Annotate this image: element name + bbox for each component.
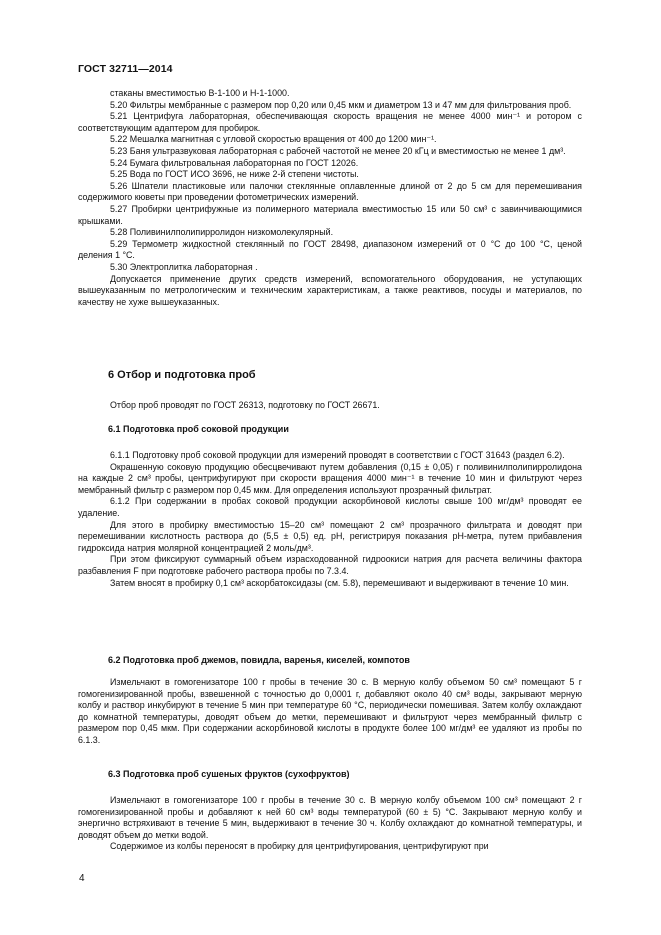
subsection-6-1-body: [78, 450, 582, 589]
standard-header: ГОСТ 32711—2014: [78, 63, 173, 75]
subsection-6-1-title: 6.1 Подготовка проб соковой продукции: [108, 424, 289, 434]
list-item: 5.24 Бумага фильтровальная лабораторная по ГОСТ 12026.: [110, 157, 359, 168]
section-6-title: 6 Отбор и подготовка проб: [108, 369, 256, 381]
section-6-intro: [78, 400, 582, 412]
list-item: 5.29 Термометр жидкостной стеклянный по ГОСТ 28498, диапазоном измерений от 0 °С до 100 °С, ценой деления 1 °С.: [78, 238, 582, 261]
list-item: 5.25 Вода по ГОСТ ИСО 3696, не ниже 2-й степени чистоты.: [110, 169, 359, 180]
equipment-list: [78, 88, 582, 308]
list-item: 5.26 Шпатели пластиковые или палочки стеклянные оплавленные длиной от 2 до 5 см для перемешивания содержимого кюветы при проведении фотометрических измерений.: [78, 180, 582, 203]
paragraph: Содержимое из колбы переносят в пробирку для центрифугирования, центрифугируют при: [110, 841, 489, 852]
paragraph: Измельчают в гомогенизаторе 100 г пробы в течение 30 с. В мерную колбу объемом 100 см³ помещают 2 г гомогенизированной пробы и добавляют к ней 60 см³ воды температурой (60 ± 5) °С. Закрывают мерную колбу и энергично встряхивают в течение 5 мин, выдерживают в течение 30 ч. Колбу охлаждают до комнатной температуры, и доводят объем до метки водой.: [78, 795, 582, 840]
paragraph: Для этого в пробирку вместимостью 15–20 см³ помещают 2 см³ прозрачного фильтрата и доводят при перемешивании кислотность раствора до (5,5 ± 0,5) ед. pH, регистрируя показания pH-метра, путем прибавления гидроксида натрия молярной концентрацией 2 моль/дм³.: [78, 519, 582, 553]
paragraph: 6.1.1 Подготовку проб соковой продукции для измерений проводят в соответствии с ГОСТ 31643 (раздел 6.2).: [110, 450, 565, 460]
subsection-6-3-body: [78, 795, 582, 853]
list-item: 5.30 Электроплитка лабораторная .: [110, 261, 258, 272]
list-item: 5.27 Пробирки центрифужные из полимерного материала вместимостью 15 или 50 см³ с завинчивающимися крышками.: [78, 203, 582, 226]
list-item: 5.28 Поливинилполипирролидон низкомолекулярный.: [110, 227, 334, 238]
paragraph: Отбор проб проводят по ГОСТ 26313, подготовку по ГОСТ 26671.: [110, 400, 380, 410]
list-item: 5.23 Баня ультразвуковая лабораторная с рабочей частотой не менее 20 кГц и вместимостью не менее 1 дм³.: [110, 145, 566, 156]
subsection-6-3-title: 6.3 Подготовка проб сушеных фруктов (сухофруктов): [108, 769, 350, 779]
paragraph: 6.1.2 При содержании в пробах соковой продукции аскорбиновой кислоты свыше 100 мг/дм³ проводят ее удаление.: [78, 496, 582, 518]
page-number: 4: [79, 873, 85, 884]
paragraph: Затем вносят в пробирку 0,1 см³ аскорбатоксидазы (см. 5.8), перемешивают и выдерживают в течение 10 мин.: [110, 577, 569, 588]
list-item: 5.20 Фильтры мембранные с размером пор 0,20 или 0,45 мкм и диаметром 13 и 47 мм для фильтрования проб.: [110, 99, 572, 110]
paragraph: Измельчают в гомогенизаторе 100 г пробы в течение 30 с. В мерную колбу объемом 50 см³ помещают 5 г гомогенизированной пробы, взвешенной с точностью до 0,0001 г, добавляют около 40 см³ воды, закрывают мерную колбу и раствор инкубируют в течение 5 мин при температуре 60 °С, периодически помешивая. Затем колбу охлаждают до комнатной температуры, доводят объем до метки, перемешивают и фильтруют через мембранный фильтр с размером пор 0,45 мкм. При содержании аскорбиновой кислоты в продукте более 100 мг/дм³ ее удаляют из пробы по 6.1.3.: [78, 677, 582, 745]
list-item: Допускается применение других средств измерений, вспомогательного оборудования, не уступающих вышеуказанным по метрологическим и техническим характеристикам, а также реактивов, посуды и материалов, по качеству не хуже вышеуказанных.: [78, 273, 582, 307]
paragraph: При этом фиксируют суммарный объем израсходованной гидроокиси натрия для расчета величины фактора разбавления F при подготовке рабочего раствора пробы по 7.3.4.: [78, 554, 582, 576]
list-item: 5.22 Мешалка магнитная с угловой скоростью вращения от 400 до 1200 мин⁻¹.: [110, 134, 437, 145]
list-item: 5.21 Центрифуга лабораторная, обеспечивающая скорость вращения не менее 4000 мин⁻¹ и ротором с соответствующим адаптером для пробирок.: [78, 111, 582, 133]
list-item: стаканы вместимостью В-1-100 и Н-1-1000.: [110, 88, 290, 98]
subsection-6-2-title: 6.2 Подготовка проб джемов, повидла, варенья, киселей, компотов: [108, 655, 410, 665]
subsection-6-2-body: [78, 677, 582, 747]
paragraph: Окрашенную соковую продукцию обесцвечивают путем добавления (0,15 ± 0,05) г поливинилполипирролидона на каждые 2 см³ пробы, центрифугируют при скорости вращения 4000 мин⁻¹ в течение 10 мин и фильтруют через мембранный фильтр с размером пор 0,45 мкм. Для определения используют прозрачный фильтрат.: [78, 461, 582, 495]
